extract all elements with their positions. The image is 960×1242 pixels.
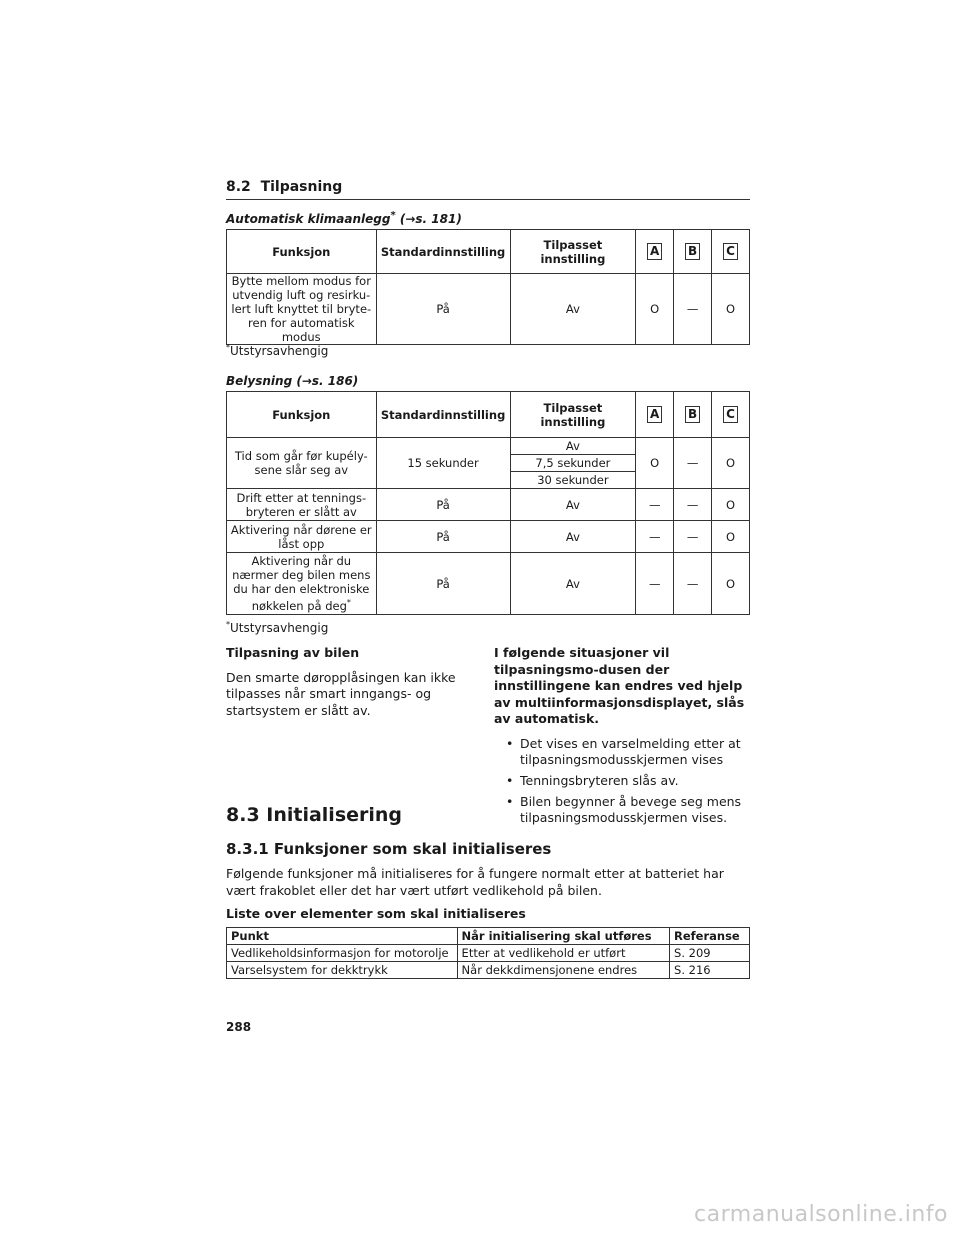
default-cell: På bbox=[376, 274, 510, 345]
custom-cell: Av bbox=[510, 489, 636, 521]
footnote-text: Utstyrsavhengig bbox=[230, 621, 329, 635]
column-header: Funksjon bbox=[227, 230, 377, 274]
footnote-mark: * bbox=[226, 343, 230, 352]
table1-caption-asterisk: * bbox=[390, 210, 396, 221]
left-column-heading: Tilpasning av bilen bbox=[226, 645, 360, 660]
bullet-list bbox=[494, 736, 750, 826]
table2-caption bbox=[226, 374, 358, 388]
list-caption: Liste over elementer som skal initialiseres bbox=[226, 906, 526, 921]
column-header: Punkt bbox=[227, 928, 458, 945]
item-cell: Vedlikeholdsinformasjon for motorolje bbox=[227, 945, 458, 962]
b-cell: — bbox=[674, 553, 712, 615]
column-header: Standardinnstilling bbox=[376, 230, 510, 274]
a-cell: O bbox=[636, 274, 674, 345]
table-header-row bbox=[227, 392, 750, 438]
table2-footnote bbox=[226, 620, 328, 635]
custom-cell: Av bbox=[510, 553, 636, 615]
table1-caption-title: Automatisk klimaanlegg bbox=[226, 212, 391, 226]
when-cell: Etter at vedlikehold er utført bbox=[457, 945, 669, 962]
custom-cell: 30 sekunder bbox=[510, 472, 636, 489]
section-number: 8.2 bbox=[226, 179, 251, 195]
column-header: Referanse bbox=[670, 928, 750, 945]
page-number: 288 bbox=[226, 1020, 252, 1034]
c-cell: O bbox=[712, 553, 750, 615]
column-header: Når initialisering skal utføres bbox=[457, 928, 669, 945]
table-row bbox=[227, 945, 750, 962]
reference-cell: S. 209 bbox=[670, 945, 750, 962]
custom-cell: 7,5 sekunder bbox=[510, 455, 636, 472]
custom-cell: Av bbox=[510, 438, 636, 455]
section-831-text: Følgende funksjoner må initialiseres for å fungere normalt etter at batteriet har vært frakoblet eller det har vært utført vedlikehold på bilen. bbox=[226, 866, 724, 898]
table-row bbox=[227, 553, 750, 615]
section-title: Tilpasning bbox=[260, 179, 343, 195]
list-item: • Det vises en varselmelding etter at tilpasningsmodusskjermen vises bbox=[494, 736, 750, 768]
footnote-text: Utstyrsavhengig bbox=[230, 344, 329, 358]
table-row bbox=[227, 962, 750, 979]
column-header: Tilpasset innstilling bbox=[510, 230, 636, 274]
table-header-row bbox=[227, 928, 750, 945]
left-column bbox=[226, 645, 466, 719]
column-header: Standardinnstilling bbox=[376, 392, 510, 438]
c-cell: O bbox=[712, 274, 750, 345]
initialization-table bbox=[226, 927, 750, 979]
custom-cell: Av bbox=[510, 521, 636, 553]
lighting-table bbox=[226, 391, 750, 615]
column-header: Tilpasset innstilling bbox=[510, 392, 636, 438]
left-column-text: Den smarte døropplåsingen kan ikke tilpasses når smart inngangs- og startsystem er slått av. bbox=[226, 669, 456, 718]
c-cell: O bbox=[712, 521, 750, 553]
item-cell: Varselsystem for dekktrykk bbox=[227, 962, 458, 979]
when-cell: Når dekkdimensjonene endres bbox=[457, 962, 669, 979]
list-item: • Tenningsbryteren slås av. bbox=[494, 773, 750, 789]
function-cell: Drift etter at tennings-bryteren er slått av bbox=[227, 489, 377, 521]
default-cell: På bbox=[376, 553, 510, 615]
table2-caption-title: Belysning bbox=[226, 374, 293, 388]
function-cell: Bytte mellom modus for utvendig luft og resirku-lert luft knyttet til bryte-ren for automatisk modus bbox=[227, 274, 377, 345]
right-column bbox=[494, 645, 750, 831]
table-header-row bbox=[227, 230, 750, 274]
list-item: • Bilen begynner å bevege seg mens tilpasningsmodusskjermen vises. bbox=[494, 794, 750, 826]
table2-caption-ref: (→s. 186) bbox=[296, 374, 359, 388]
climate-table bbox=[226, 229, 750, 345]
default-cell: 15 sekunder bbox=[376, 438, 510, 489]
asterisk-mark: * bbox=[346, 598, 351, 608]
function-cell bbox=[227, 553, 377, 615]
table1-caption bbox=[226, 210, 462, 226]
c-cell: O bbox=[712, 489, 750, 521]
column-header: Funksjon bbox=[227, 392, 377, 438]
watermark: carmanualsonline.info bbox=[694, 1202, 948, 1227]
right-column-intro: I følgende situasjoner vil tilpasningsmo-dusen der innstillingene kan endres ved hjelp av multiinformasjonsdisplayet, slås av automatisk. bbox=[494, 645, 745, 726]
table-row bbox=[227, 521, 750, 553]
reference-cell: S. 216 bbox=[670, 962, 750, 979]
b-cell: — bbox=[674, 274, 712, 345]
column-header-a: A bbox=[636, 230, 674, 274]
custom-cell: Av bbox=[510, 274, 636, 345]
default-cell: På bbox=[376, 521, 510, 553]
table1-caption-ref: (→s. 181) bbox=[399, 212, 462, 226]
column-header-c: C bbox=[712, 230, 750, 274]
footnote-mark: * bbox=[226, 620, 230, 629]
column-header-c: C bbox=[712, 392, 750, 438]
function-cell: Aktivering når dørene er låst opp bbox=[227, 521, 377, 553]
column-header-b: B bbox=[674, 392, 712, 438]
column-header-b: B bbox=[674, 230, 712, 274]
a-cell: O bbox=[636, 438, 674, 489]
function-cell: Tid som går før kupély-sene slår seg av bbox=[227, 438, 377, 489]
table-row bbox=[227, 274, 750, 345]
section-831-title: 8.3.1 Funksjoner som skal initialiseres bbox=[226, 840, 552, 858]
a-cell: — bbox=[636, 521, 674, 553]
column-header-a: A bbox=[636, 392, 674, 438]
a-cell: — bbox=[636, 553, 674, 615]
function-text: Aktivering når du nærmer deg bilen mens du har den elektroniske nøkkelen på deg bbox=[232, 554, 371, 613]
section-header bbox=[226, 179, 750, 200]
default-cell: På bbox=[376, 489, 510, 521]
b-cell: — bbox=[674, 438, 712, 489]
b-cell: — bbox=[674, 489, 712, 521]
table-row bbox=[227, 489, 750, 521]
c-cell: O bbox=[712, 438, 750, 489]
table-row bbox=[227, 438, 750, 455]
b-cell: — bbox=[674, 521, 712, 553]
section-83-title: 8.3 Initialisering bbox=[226, 804, 403, 826]
a-cell: — bbox=[636, 489, 674, 521]
table1-footnote bbox=[226, 343, 328, 358]
